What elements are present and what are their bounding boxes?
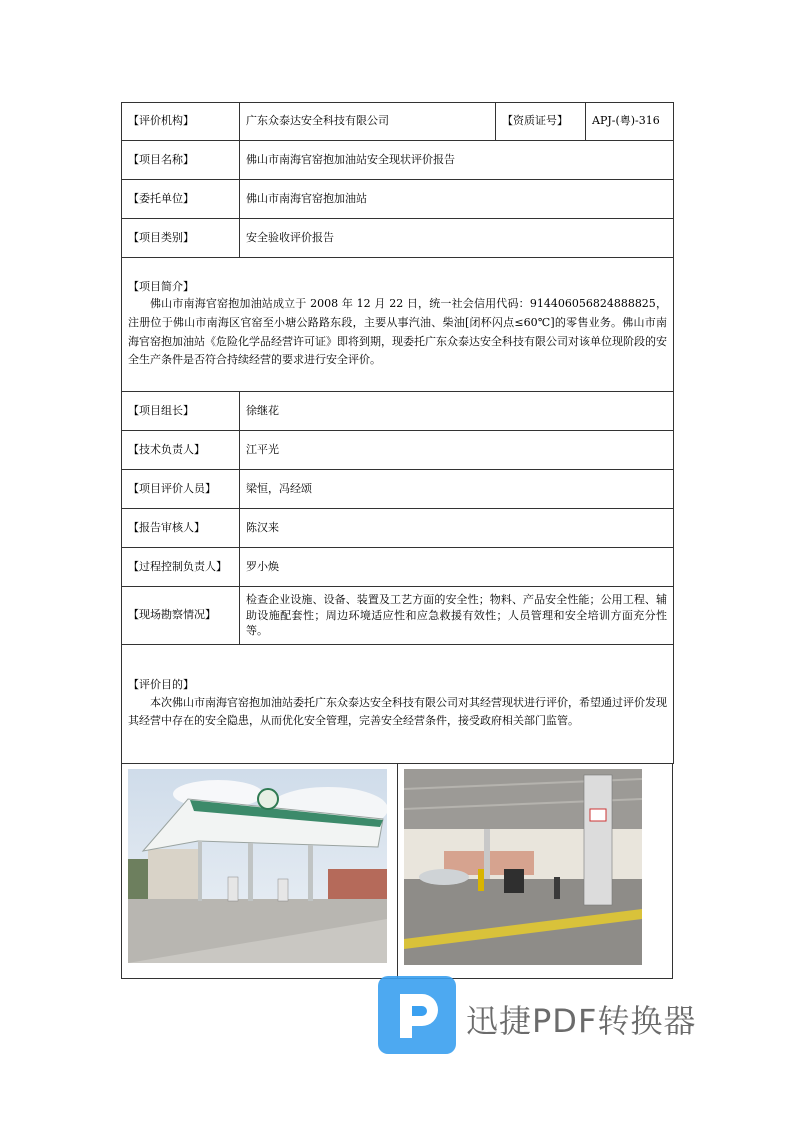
- process-label: 【过程控制负责人】: [122, 548, 240, 587]
- purpose-label: 【评价目的】: [128, 678, 194, 692]
- project-info-table: [121, 102, 674, 764]
- scene-label: 【现场勘察情况】: [122, 587, 240, 645]
- watermark-text: 迅捷PDF转换器: [466, 1002, 697, 1040]
- intro-label: 【项目简介】: [128, 279, 194, 293]
- org-value: 广东众泰达安全科技有限公司: [240, 103, 496, 141]
- type-value: 安全验收评价报告: [240, 219, 674, 258]
- photo-gas-station-exterior: [128, 769, 387, 963]
- evaluation-document: [121, 102, 673, 979]
- reviewer-value: 陈汉来: [240, 509, 674, 548]
- pdf-logo-icon: [378, 976, 460, 1058]
- name-value: 佛山市南海官窑抱加油站安全现状评价报告: [240, 141, 674, 180]
- leader-value: 徐继花: [240, 392, 674, 431]
- photo-gas-station-canopy: [404, 769, 642, 965]
- photo-cell-right: [397, 764, 673, 978]
- org-label: 【评价机构】: [122, 103, 240, 141]
- process-value: 罗小焕: [240, 548, 674, 587]
- cert-label: 【资质证号】: [496, 103, 586, 141]
- evaluators-label: 【项目评价人员】: [122, 470, 240, 509]
- client-value: 佛山市南海官窑抱加油站: [240, 180, 674, 219]
- name-label: 【项目名称】: [122, 141, 240, 180]
- photo-cell-left: [122, 764, 397, 978]
- tech-label: 【技术负责人】: [122, 431, 240, 470]
- cert-value: APJ-(粤)-316: [586, 103, 674, 141]
- reviewer-label: 【报告审核人】: [122, 509, 240, 548]
- site-photos: [121, 764, 673, 979]
- type-label: 【项目类别】: [122, 219, 240, 258]
- evaluators-value: 梁恒，冯经颂: [240, 470, 674, 509]
- purpose-text: 本次佛山市南海官窑抱加油站委托广东众泰达安全科技有限公司对其经营现状进行评价，希望通过评价发现其经营中存在的安全隐患，从而优化安全管理，完善安全经营条件，接受政府相关部门监管。: [128, 695, 667, 728]
- leader-label: 【项目组长】: [122, 392, 240, 431]
- scene-value: 检查企业设施、设备、装置及工艺方面的安全性；物料、产品安全性能；公用工程、辅助设施配套性；周边环境适应性和应急救援有效性；人员管理和安全培训方面充分性等。: [240, 587, 674, 645]
- client-label: 【委托单位】: [122, 180, 240, 219]
- evaluation-purpose: [122, 645, 674, 764]
- tech-value: 江平光: [240, 431, 674, 470]
- project-intro: [122, 258, 674, 392]
- pdf-converter-watermark: [378, 976, 738, 1058]
- intro-text: 佛山市南海官窑抱加油站成立于 2008 年 12 月 22 日，统一社会信用代码：914406056824888825，注册位于佛山市南海区官窑至小塘公路路东段，主要从事汽油、柴油[闭杯闪点≤60℃]的零售业务。佛山市南海官窑抱加油站《危险化学品经营许可证》即将到期，现委托广东众泰达安全科技有限公司对该单位现阶段的安全生产条件是否符合持续经营的要求进行安全评价。: [128, 297, 667, 367]
